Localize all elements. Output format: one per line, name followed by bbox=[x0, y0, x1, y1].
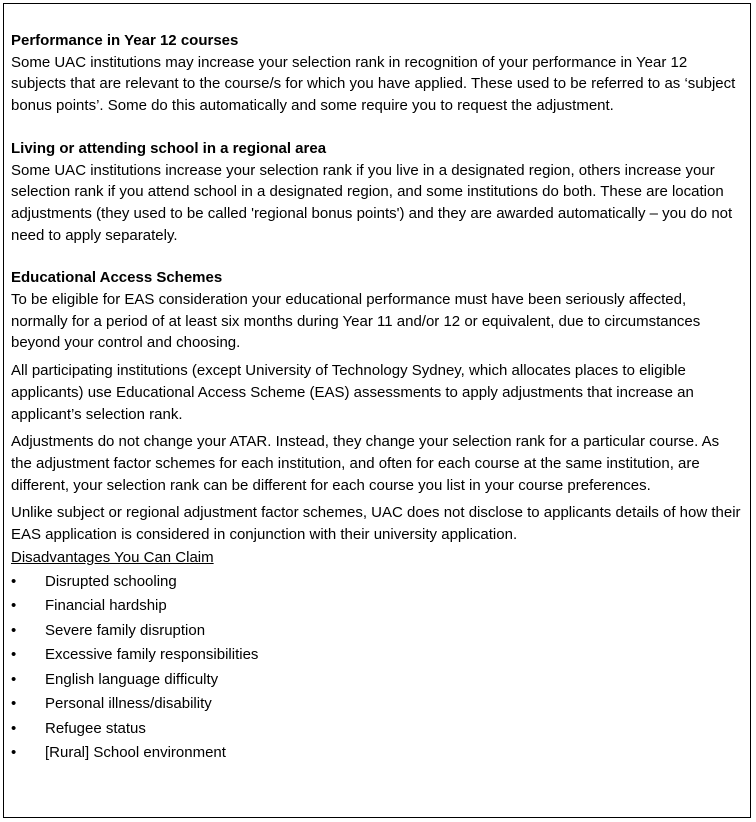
list-item-label: Financial hardship bbox=[45, 597, 167, 615]
bullet-icon: • bbox=[11, 621, 17, 639]
list-item-label: English language difficulty bbox=[45, 670, 219, 688]
list-item bbox=[11, 692, 741, 717]
list-item-label: Disrupted schooling bbox=[45, 572, 177, 590]
regional-body: Some UAC institutions increase your selection rank if you live in a designated region, others increase your selection rank if you attend school in a designated region, and some institutions do both. These are location adjustments (they used to be called 'regional bonus points') and they are awarded automatically – you do not need to apply separately. bbox=[11, 161, 733, 244]
bullet-icon: • bbox=[11, 744, 17, 762]
disadvantages-label: Disadvantages You Can Claim bbox=[11, 548, 214, 566]
eas-heading: Educational Access Schemes bbox=[11, 269, 223, 287]
list-item-label: Personal illness/disability bbox=[45, 695, 212, 713]
regional-heading: Living or attending school in a regional area bbox=[11, 139, 327, 157]
bullet-icon: • bbox=[11, 646, 17, 664]
list-item bbox=[11, 594, 741, 619]
list-item-label: Excessive family responsibilities bbox=[45, 646, 259, 664]
bullet-icon: • bbox=[11, 597, 17, 615]
list-item bbox=[11, 643, 741, 668]
list-item bbox=[11, 717, 741, 742]
list-item bbox=[11, 741, 741, 766]
eas-paragraph-atar: Adjustments do not change your ATAR. Instead, they change your selection rank for a particular course. As the adjustment factor schemes for each institution, and often for each course at the same institution, are different, your selection rank can be different for each course you list in your course preferences. bbox=[11, 433, 720, 494]
spacer bbox=[11, 246, 741, 267]
eas-paragraph-disclosure: Unlike subject or regional adjustment factor schemes, UAC does not disclose to applicants details of how their EAS application is considered in conjunction with their university application. bbox=[11, 504, 741, 544]
list-item bbox=[11, 619, 741, 644]
bullet-icon: • bbox=[11, 719, 17, 737]
bullet-icon: • bbox=[11, 670, 17, 688]
list-item-label: Refugee status bbox=[45, 719, 146, 737]
list-item bbox=[11, 668, 741, 693]
bullet-icon: • bbox=[11, 572, 17, 590]
year12-heading: Performance in Year 12 courses bbox=[11, 32, 239, 49]
list-item bbox=[11, 570, 741, 595]
disadvantages-list bbox=[11, 570, 741, 766]
bullet-icon: • bbox=[11, 695, 17, 713]
spacer bbox=[11, 117, 741, 138]
list-item-label: Severe family disruption bbox=[45, 621, 206, 639]
list-item-label: [Rural] School environment bbox=[45, 744, 226, 762]
eas-paragraph-institutions: All participating institutions (except University of Technology Sydney, which allocates places to eligible applicants) use Educational Access Scheme (EAS) assessments to apply adjustments that increase an applicant’s selection rank. bbox=[11, 362, 694, 423]
document-content bbox=[11, 30, 741, 766]
year12-body: Some UAC institutions may increase your selection rank in recognition of your performance in Year 12 subjects that are relevant to the course/s for which you have applied. These used to be referred to as ‘subject bonus points’. Some do this automatically and some require you to request the adjustment. bbox=[11, 53, 736, 115]
eas-paragraph-eligibility: To be eligible for EAS consideration your educational performance must have been seriously affected, normally for a period of at least six months during Year 11 and/or 12 or equivalent, due to circumstances beyond your control and choosing. bbox=[11, 291, 701, 352]
